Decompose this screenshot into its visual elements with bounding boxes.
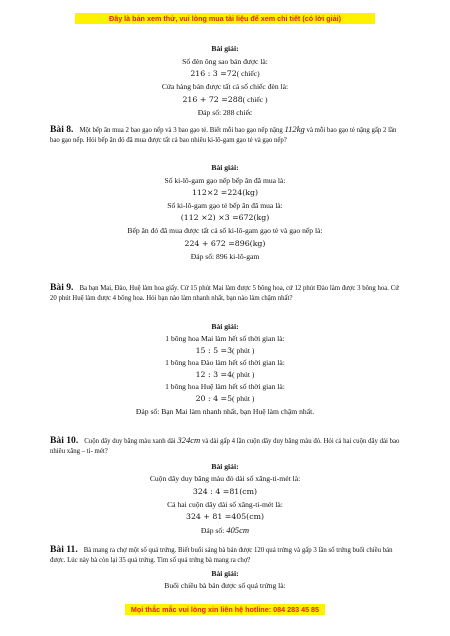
problem-9-math-1-row [0, 346, 450, 355]
problem-9-math-3: 20 : 4 =5 [195, 394, 233, 403]
preview-banner: Đây là bản xem thử, vui lòng mua tài liệu để xem chi tiết (có lời giải) [75, 13, 375, 24]
hotline-banner: Mọi thắc mắc vui lòng xin liên hệ hotline: 084 283 45 85 [125, 604, 325, 615]
problem-11 [50, 545, 405, 565]
problem-9-line-3: 1 bông hoa Huệ làm hết số thời gian là: [165, 382, 285, 391]
problem-10-text-1: Cuộn dây duy băng màu xanh dài [84, 438, 176, 445]
problem-9-math-1: 15 : 5 =3 [195, 346, 233, 355]
problem-9-line-1: 1 bông hoa Mai làm hết số thời gian là: [165, 334, 285, 343]
intro-answer: Đáp số: 288 chiếc [197, 108, 253, 117]
problem-8-math-1: 112×2 =224(kg) [191, 188, 259, 197]
problem-9-math-2-row [0, 370, 450, 379]
problem-11-heading: Bài giải: [211, 569, 239, 578]
problem-9-math-3-row [0, 394, 450, 403]
problem-9-label: Bài 9. [50, 282, 74, 293]
problem-11-label: Bài 11. [50, 544, 78, 555]
intro-line-2: Cửa hàng bán được tất cả số chiếc đèn là: [161, 82, 289, 91]
problem-8-heading: Bài giải: [211, 163, 239, 172]
problem-8-line-2: Số ki-lô-gam gạo tẻ bếp ăn đã mua là: [167, 201, 283, 210]
problem-11-text: Bà mang ra chợ một số quả trứng. Biết buổi sáng bà bán được 120 quả trứng và gấp 3 lần số trứng buổi chiều bán được. Lúc này bà còn lại 35 quả trứng. Tìm số quả trứng bà mang ra chợ? [50, 547, 393, 564]
problem-8-math-3: 224 + 672 =896(kg) [184, 239, 266, 248]
problem-8-text-1: Một bếp ăn mua 2 bao gạo nếp và 3 bao gạo tẻ. Biết mỗi bao gạo nếp nặng [79, 127, 283, 134]
problem-10-line-1: Cuộn dây duy băng màu đỏ dài số xăng-ti-mét là: [149, 474, 301, 483]
problem-9-unit-2: ( phút ) [232, 370, 255, 379]
problem-9-text: Ba bạn Mai, Đào, Huệ làm hoa giấy. Cứ 15 phút Mai làm được 5 bông hoa, cứ 12 phút Đào làm được 3 bông hoa. Cứ 20 phút Huệ làm được 4 bông hoa. Hỏi bạn nào làm nhanh nhất, bạn nào làm chậm nhất? [50, 285, 399, 302]
intro-heading: Bài giải: [211, 44, 239, 53]
intro-line-1: Số đèn ông sao bán được là: [182, 57, 268, 66]
problem-10-math-1: 324 : 4 =81(cm) [192, 487, 258, 496]
problem-9-unit-1: ( phút ) [232, 346, 255, 355]
problem-10-answer-label: Đáp số: [200, 526, 225, 535]
problem-9 [50, 283, 405, 303]
problem-9-answer: Đáp số: Bạn Mai làm nhanh nhất, bạn Huệ làm chậm nhất. [135, 407, 315, 416]
problem-10-text-2: và dài gấp 4 lần cuộn dây duy băng màu đỏ. Hỏi cả hai cuộn dây dài bao nhiêu xăng – ti- mét? [50, 438, 400, 455]
intro-expr-2: 216 + 72 =288 [182, 95, 243, 104]
problem-10-line-2: Cả hai cuộn dây dài số xăng-ti-mét là: [167, 500, 283, 509]
problem-10-unit: 324cm [177, 435, 201, 445]
intro-math-2 [0, 95, 450, 104]
intro-math-1 [0, 69, 450, 78]
problem-8-label: Bài 8. [50, 124, 74, 135]
problem-10-answer-value: 405cm [226, 525, 250, 535]
problem-10-heading: Bài giải: [211, 462, 239, 471]
intro-unit-1: ( chiếc) [236, 69, 260, 78]
problem-8-line-3: Bếp ăn đó đã mua được tất cả số ki-lô-gam gạo tẻ và gạo nếp là: [127, 226, 323, 235]
problem-10-label: Bài 10. [50, 435, 79, 446]
problem-9-line-2: 1 bông hoa Đào làm hết số thời gian là: [165, 358, 285, 367]
intro-unit-2: ( chiếc ) [242, 95, 268, 104]
problem-8-text-2: và mỗi bao gạo tẻ nặng gấp 2 lần bao gạo nếp. Hỏi bếp ăn đó đã mua được tất cả bao nhiêu ki-lô-gam gạo tẻ và gạo nếp? [50, 127, 397, 144]
problem-9-unit-3: ( phút ) [232, 394, 255, 403]
problem-8-unit: 112kg [284, 124, 305, 134]
problem-10 [50, 436, 405, 456]
problem-9-heading: Bài giải: [211, 322, 239, 331]
problem-8-line-1: Số ki-lô-gam gạo nếp bếp ăn đã mua là: [164, 176, 286, 185]
intro-expr-1: 216 : 3 =72 [190, 69, 237, 78]
problem-8 [50, 125, 405, 145]
problem-8-math-2: (112 ×2) ×3 =672(kg) [180, 213, 270, 222]
problem-10-answer [0, 526, 450, 535]
problem-11-line-1: Buổi chiều bà bán được số quả trứng là: [164, 581, 286, 590]
problem-9-math-2: 12 : 3 =4 [195, 370, 233, 379]
problem-8-answer: Đáp số: 896 ki-lô-gam [190, 252, 260, 261]
problem-10-math-2: 324 + 81 =405(cm) [185, 512, 265, 521]
